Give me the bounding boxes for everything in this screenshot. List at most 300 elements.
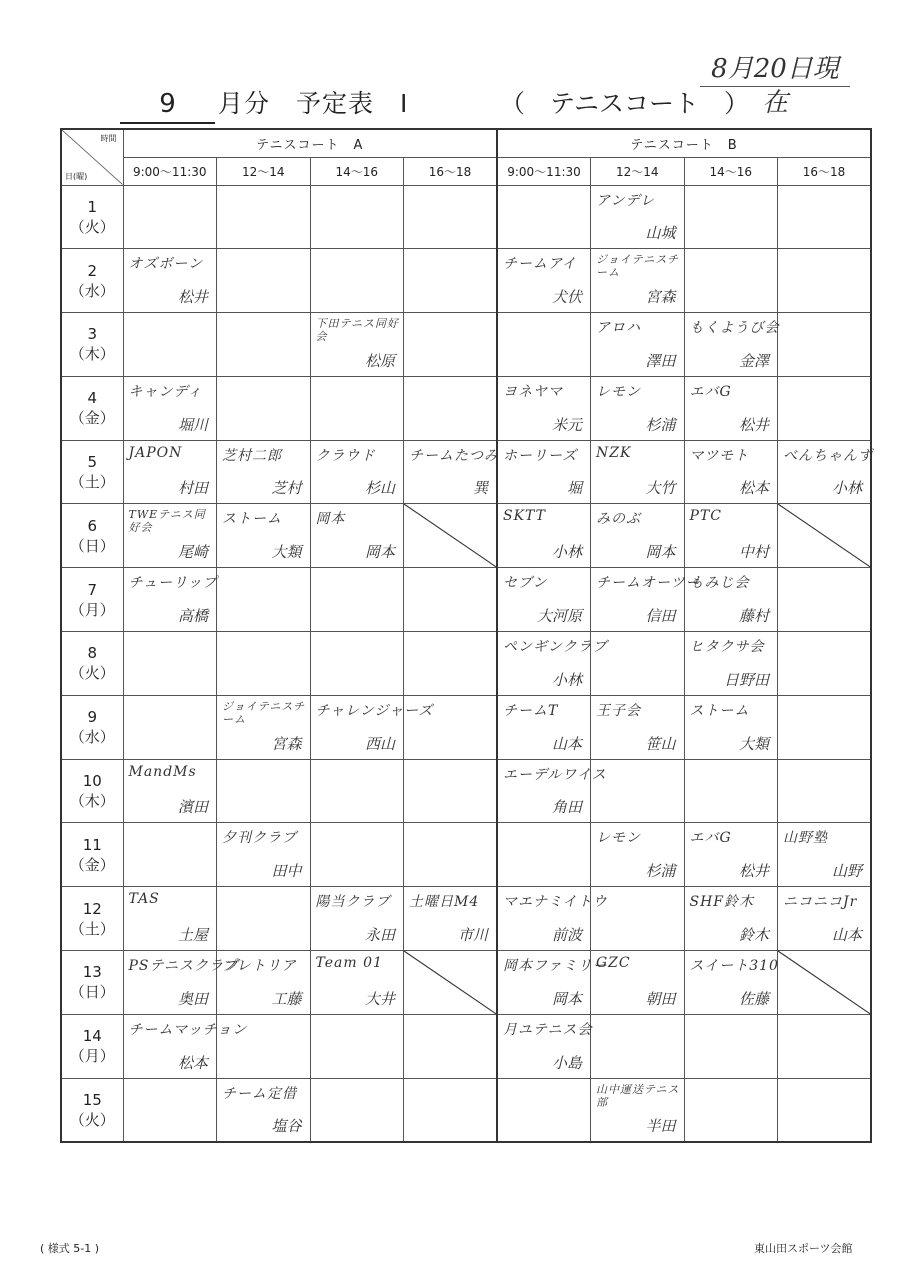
booking-cell [123,695,217,759]
facility-name: （ テニスコート ） [500,89,750,118]
representative-name: 澤田 [645,351,676,370]
booking-cell [684,887,778,951]
booking-cell [310,951,404,1015]
booking-cell [310,1078,404,1142]
booking-cell [497,632,608,696]
representative-name: 宮森 [271,734,302,753]
booking-cell [217,632,311,696]
representative-name: 鈴木 [738,926,769,945]
day-cell [61,313,123,377]
day-row [61,185,871,249]
title-text: 月分 予定表 Ⅰ [218,89,409,118]
representative-name: 濱田 [177,798,208,817]
day-number: 3 [87,325,98,344]
day-cell [61,887,123,951]
booking-cell [404,313,498,377]
day-cell [61,951,123,1015]
team-name: SKTT [503,508,546,525]
booking-cell [684,313,778,377]
team-name: 王子会 [596,702,641,719]
booking-cell [684,1078,778,1142]
day-cell [61,568,123,632]
team-name: エバG [689,830,732,847]
day-number: 10 [82,772,102,791]
booking-cell [123,1014,248,1078]
booking-cell [497,249,591,313]
team-name: PSテニスクラブ [128,958,239,975]
representative-name: 尾崎 [177,543,208,562]
booking-cell [404,185,498,249]
booking-cell [404,249,498,313]
booking-cell [217,823,311,887]
booking-cell [310,695,434,759]
booking-cell [404,440,498,504]
timeslot-b-1: 9:00～11:30 [497,157,591,185]
booking-cell [217,887,311,951]
booking-cell [497,695,591,759]
timeslot-a-2: 12～14 [217,157,311,185]
organization-name: 東山田スポーツ会館 [754,1242,853,1255]
booking-cell [310,823,404,887]
header-corner [61,129,123,185]
day-row [61,440,871,504]
team-name: ストーム [689,702,750,719]
booking-cell [591,695,685,759]
timeslot-a-4: 16～18 [404,157,498,185]
booking-cell [497,313,591,377]
booking-cell [684,823,778,887]
booking-cell [778,1078,872,1142]
representative-name: 山城 [645,224,676,243]
booking-cell [123,185,217,249]
day-cell [61,759,123,823]
representative-name: 朝田 [645,989,676,1008]
booking-cell [591,823,685,887]
team-name: ストーム [222,511,282,528]
day-cell [61,695,123,759]
day-row [61,759,871,823]
team-name: エーデルワイス [503,766,607,783]
diagonal-slash [404,504,496,567]
day-cell [61,249,123,313]
booking-cell [123,887,217,951]
booking-cell [123,440,217,504]
timeslot-a-1: 9:00～11:30 [123,157,217,185]
booking-cell [591,568,701,632]
representative-name: 半田 [645,1116,676,1135]
booking-cell [497,1014,591,1078]
day-of-week: （木） [69,792,115,811]
booking-cell [778,759,872,823]
day-of-week: （火） [69,1110,115,1129]
representative-name: 芝村 [271,479,302,498]
booking-cell [217,759,311,823]
day-row [61,632,871,696]
booking-cell [684,759,778,823]
booking-cell [778,823,872,887]
booking-cell [591,376,685,440]
day-row [61,249,871,313]
team-name: 陽当クラブ [315,894,391,911]
day-number: 9 [87,708,98,727]
booking-cell [778,313,872,377]
day-number: 15 [82,1090,102,1109]
booking-cell [310,313,404,377]
team-name: セブン [503,575,548,592]
booking-cell [123,823,217,887]
team-name: 月ユテニス会 [503,1021,593,1038]
booking-cell [310,632,404,696]
booking-cell [497,440,591,504]
representative-name: 大井 [364,989,395,1008]
booking-cell [217,504,311,568]
representative-name: 永田 [364,926,395,945]
day-cell [61,376,123,440]
team-name: TAS [128,891,160,908]
corner-time-label: 時間 [100,134,117,143]
representative-name: 杉浦 [645,415,676,434]
team-name: もみじ会 [689,575,750,592]
day-number: 11 [82,835,102,854]
team-name: チームたつみ [409,447,499,464]
booking-cell [591,759,685,823]
diagonal-slash [778,504,870,567]
booking-cell [684,695,778,759]
team-name: 岡本 [315,511,346,528]
representative-name: 村田 [177,479,208,498]
booking-cell [591,249,685,313]
booking-cell [217,568,311,632]
court-b-header: テニスコート B [497,129,871,157]
timeslot-b-3: 14～16 [684,157,778,185]
day-row [61,568,871,632]
team-name: TWEテニス同好会 [128,508,206,535]
representative-name: 塩谷 [271,1116,302,1135]
team-name: ジョイテニスチーム [222,699,306,726]
team-name: MandMs [128,763,197,780]
booking-cell [684,249,778,313]
day-of-week: （火） [69,664,115,683]
booking-cell [310,185,404,249]
representative-name: 堀 [566,479,582,498]
representative-name: 松井 [738,862,769,881]
representative-name: 奥田 [177,989,208,1008]
booking-cell [778,185,872,249]
representative-name: 岡本 [364,543,395,562]
booking-cell [310,504,404,568]
representative-name: 杉山 [364,479,395,498]
booking-cell [404,568,498,632]
representative-name: 小林 [551,543,582,562]
booking-cell [684,951,778,1015]
representative-name: 小島 [551,1053,582,1072]
booking-cell [684,568,778,632]
day-of-week: （金） [69,855,115,874]
day-row [61,951,871,1015]
team-name: ホーリーズ [503,447,578,464]
team-name: レモン [596,383,641,400]
representative-name: 松原 [364,351,395,370]
team-name: Team 01 [315,955,383,972]
closed-slot [778,504,872,568]
booking-cell [778,568,872,632]
team-name: チューリップ [128,575,218,592]
booking-cell [591,632,685,696]
booking-cell [217,376,311,440]
day-row [61,695,871,759]
booking-cell [684,185,778,249]
representative-name: 山野 [832,862,863,881]
team-name: SHF鈴木 [689,894,755,911]
booking-cell [217,951,311,1015]
team-name: 山野塾 [783,830,828,847]
booking-cell [123,759,217,823]
booking-cell [497,185,591,249]
schedule-table [60,128,872,1143]
representative-name: 高橋 [177,607,208,626]
team-name: チャレンジャーズ [315,702,434,719]
booking-cell [778,1014,872,1078]
day-of-week: （金） [69,409,115,428]
team-name: アロハ [596,320,641,337]
team-name: ヨネヤマ [503,383,563,400]
booking-cell [217,1078,311,1142]
booking-cell [591,185,685,249]
team-name: チームマッチョン [128,1021,248,1038]
booking-cell [497,887,608,951]
day-row [61,1078,871,1142]
representative-name: 岡本 [645,543,676,562]
booking-cell [778,632,872,696]
booking-cell [310,249,404,313]
representative-name: 松井 [738,415,769,434]
closed-slot [404,951,498,1015]
team-name: 下田テニス同好会 [315,317,400,344]
representative-name: 中村 [738,543,769,562]
booking-cell [217,1014,311,1078]
day-of-week: （日） [69,536,115,555]
booking-cell [591,313,685,377]
representative-name: 前波 [551,926,582,945]
booking-cell [404,632,498,696]
booking-cell [310,1014,404,1078]
day-row [61,376,871,440]
representative-name: 松本 [738,479,769,498]
timeslot-b-2: 12～14 [591,157,685,185]
representative-name: 日野田 [723,670,769,689]
booking-cell [123,313,217,377]
team-name: キャンディ [128,383,203,400]
day-of-week: （木） [69,345,115,364]
booking-cell [217,249,311,313]
diagonal-slash [404,951,496,1014]
booking-cell [217,185,311,249]
day-number: 2 [87,261,98,280]
team-name: 岡本ファミリー [503,958,608,975]
team-name: ペンギンクラブ [503,639,608,656]
team-name: チームアイ [503,256,577,273]
team-name: べんちゃんず [783,447,873,464]
day-row [61,823,871,887]
booking-cell [123,632,217,696]
representative-name: 岡本 [551,989,582,1008]
closed-slot [778,951,872,1015]
representative-name: 大類 [738,734,769,753]
day-cell [61,185,123,249]
representative-name: 堀川 [177,415,208,434]
representative-name: 笹山 [645,734,676,753]
team-name: PTC [689,508,722,525]
team-name: チームT [503,702,559,719]
booking-cell [591,951,685,1015]
booking-cell [310,887,404,951]
booking-cell [591,887,685,951]
day-of-week: （土） [69,473,115,492]
day-of-week: （水） [69,281,115,300]
booking-cell [497,376,591,440]
booking-cell [123,568,217,632]
booking-cell [684,440,778,504]
month-number: 9 [120,86,215,124]
representative-name: 田中 [271,862,302,881]
booking-cell [123,1078,217,1142]
booking-cell [123,951,239,1015]
representative-name: 小林 [551,670,582,689]
team-name: もくようび会 [689,320,780,337]
day-number: 8 [87,644,98,663]
booking-cell [310,440,404,504]
booking-cell [123,376,217,440]
day-number: 7 [87,580,98,599]
booking-cell [778,887,872,951]
team-name: レモン [596,830,641,847]
updated-date-stamp: 8月20日現在 [700,52,850,87]
booking-cell [217,695,311,759]
team-name: オズボーン [128,256,204,273]
representative-name: 松本 [177,1053,208,1072]
day-of-week: （火） [69,217,115,236]
team-name: チームオーツー [596,575,701,592]
day-cell [61,504,123,568]
booking-cell [497,951,608,1015]
booking-cell [123,249,217,313]
booking-cell [404,759,498,823]
team-name: マツモト [689,447,750,464]
representative-name: 杉浦 [645,862,676,881]
booking-cell [778,695,872,759]
day-cell [61,1014,123,1078]
booking-cell [684,632,778,696]
representative-name: 大河原 [536,607,582,626]
representative-name: 大竹 [645,479,676,498]
timeslot-a-3: 14～16 [310,157,404,185]
booking-cell [684,376,778,440]
team-name: プレトリア [222,958,297,975]
representative-name: 佐藤 [738,989,769,1008]
day-of-week: （水） [69,728,115,747]
day-number: 12 [82,899,102,918]
booking-cell [217,313,311,377]
team-name: 山中運送テニス部 [596,1082,680,1109]
booking-cell [310,568,404,632]
booking-cell [310,376,404,440]
team-name: クラウド [315,447,376,464]
booking-cell [497,1078,591,1142]
representative-name: 土屋 [177,926,208,945]
booking-cell [778,440,872,504]
booking-cell [684,1014,778,1078]
booking-cell [123,504,217,568]
team-name: チーム定借 [222,1085,297,1102]
team-name: みのぶ [596,511,641,528]
team-name: アンデレ [596,192,656,209]
booking-cell [217,440,311,504]
representative-name: 小林 [832,479,863,498]
booking-cell [684,504,778,568]
team-name: エバG [689,383,732,400]
booking-cell [497,504,591,568]
booking-cell [497,568,591,632]
booking-cell [404,695,498,759]
team-name: スイート310 [689,958,779,975]
representative-name: 角田 [551,798,582,817]
court-a-header: テニスコート A [123,129,497,157]
representative-name: 藤村 [738,607,769,626]
timeslot-b-4: 16～18 [778,157,872,185]
diagonal-slash [778,951,870,1014]
booking-cell [404,887,498,951]
form-number: ( 様式 5-1 ) [40,1242,100,1255]
representative-name: 信田 [645,607,676,626]
representative-name: 米元 [551,415,582,434]
day-number: 6 [87,516,98,535]
representative-name: 宮森 [645,288,676,307]
day-row [61,1014,871,1078]
day-number: 13 [82,963,102,982]
corner-day-label: 日(曜) [65,171,88,181]
closed-slot [404,504,498,568]
booking-cell [497,759,607,823]
day-row [61,887,871,951]
representative-name: 金澤 [738,351,769,370]
day-number: 4 [87,389,98,408]
day-number: 14 [82,1027,102,1046]
booking-cell [778,249,872,313]
team-name: ヒタクサ会 [689,639,765,656]
representative-name: 犬伏 [551,288,582,307]
team-name: マエナミイトウ [503,894,608,911]
representative-name: 山本 [832,926,863,945]
team-name: GZC [596,955,631,972]
team-name: JAPON [128,444,183,461]
representative-name: 巽 [472,479,488,498]
day-cell [61,823,123,887]
representative-name: 西山 [364,734,395,753]
representative-name: 大類 [271,543,302,562]
representative-name: 松井 [177,288,208,307]
booking-cell [404,376,498,440]
day-number: 5 [87,453,98,472]
representative-name: 山本 [551,734,582,753]
booking-cell [404,1078,498,1142]
day-number: 1 [87,197,98,216]
representative-name: 市川 [457,926,488,945]
team-name: ジョイテニスチーム [596,253,680,280]
representative-name: 工藤 [271,989,302,1008]
booking-cell [310,759,404,823]
page-title [120,86,750,126]
day-of-week: （土） [69,919,115,938]
